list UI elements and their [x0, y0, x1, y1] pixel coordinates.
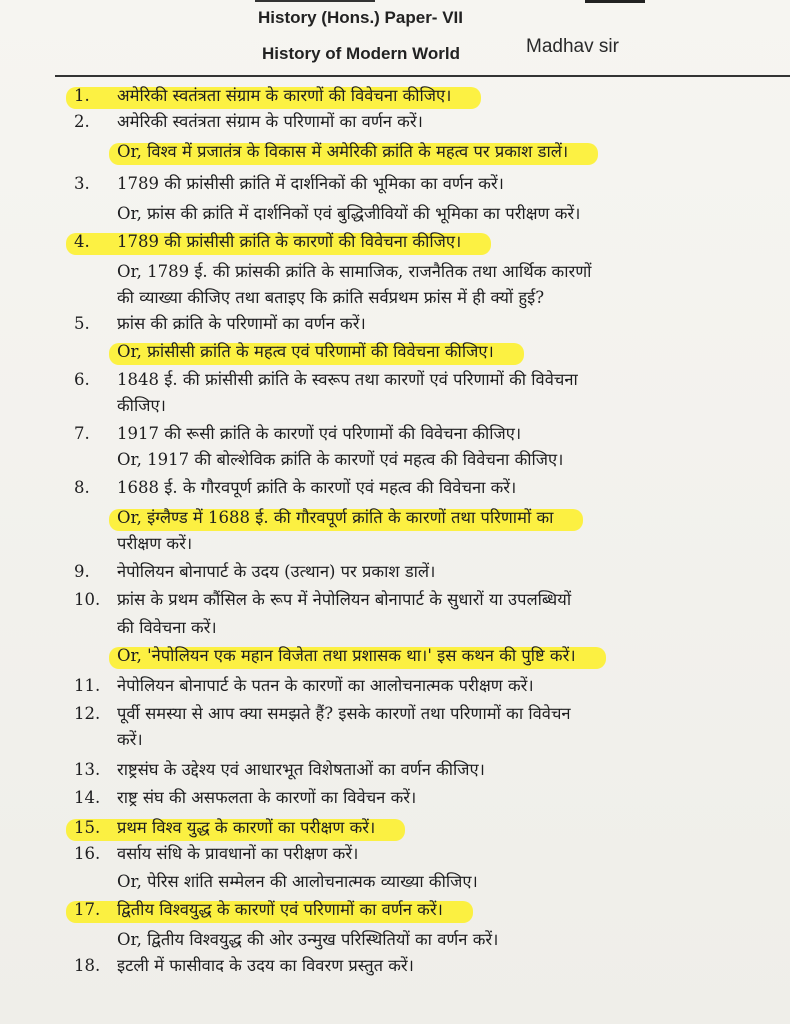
author-name: Madhav sir [526, 36, 619, 57]
question-line [0, 952, 790, 980]
question-line [0, 228, 790, 256]
question-number: 9. [74, 562, 90, 581]
question-text: परीक्षण करें। [117, 534, 193, 553]
question-text: Or, इंग्लैण्ड में 1688 ई. की गौरवपूर्ण क्रांति के कारणों तथा परिणामों का [117, 508, 554, 527]
question-line [0, 558, 790, 586]
question-text: 1688 ई. के गौरवपूर्ण क्रांति के कारणों एवं महत्व की विवेचना करें। [117, 478, 517, 497]
question-text: वर्साय संधि के प्रावधानों का परीक्षण करें। [117, 844, 359, 863]
question-number: 8. [74, 478, 90, 497]
question-number: 1. [74, 86, 90, 105]
question-text: राष्ट्रसंघ के उद्देश्य एवं आधारभूत विशेषताओं का वर्णन कीजिए। [117, 760, 485, 779]
question-line [0, 366, 790, 394]
question-line [0, 474, 790, 502]
question-line [0, 784, 790, 812]
question-text: अमेरिकी स्वतंत्रता संग्राम के कारणों की विवेचना कीजिए। [117, 86, 452, 105]
question-text: करें। [117, 730, 143, 749]
question-number: 6. [74, 370, 90, 389]
question-number: 17. [74, 900, 101, 919]
question-line [0, 896, 790, 924]
question-line [0, 642, 790, 670]
question-line [0, 446, 790, 474]
question-line [0, 310, 790, 338]
question-line [0, 392, 790, 420]
question-text: Or, द्वितीय विश्वयुद्ध की ओर उन्मुख परिस्थितियों का वर्णन करें। [117, 930, 499, 949]
question-number: 12. [74, 704, 101, 723]
top-rule-right [585, 0, 645, 3]
question-text: Or, विश्व में प्रजातंत्र के विकास में अमेरिकी क्रांति के महत्व पर प्रकाश डालें। [117, 142, 569, 161]
question-text: Or, 'नेपोलियन एक महान विजेता तथा प्रशासक था।' इस कथन की पुष्टि करें। [117, 646, 576, 665]
question-line [0, 614, 790, 642]
question-number: 13. [74, 760, 101, 779]
question-text: द्वितीय विश्वयुद्ध के कारणों एवं परिणामों का वर्णन करें। [117, 900, 443, 919]
question-line [0, 504, 790, 532]
question-text: फ्रांस के प्रथम कौंसिल के रूप में नेपोलियन बोनापार्ट के सुधारों या उपलब्धियों [117, 590, 572, 609]
header-divider [55, 75, 790, 77]
question-line [0, 170, 790, 198]
question-text: Or, पेरिस शांति सम्मेलन की आलोचनात्मक व्याख्या कीजिए। [117, 872, 478, 891]
question-text: कीजिए। [117, 396, 166, 415]
question-text: राष्ट्र संघ की असफलता के कारणों का विवेचन करें। [117, 788, 417, 807]
question-line [0, 82, 790, 110]
question-text: नेपोलियन बोनापार्ट के पतन के कारणों का आलोचनात्मक परीक्षण करें। [117, 676, 534, 695]
question-text: की व्याख्या कीजिए तथा बताइए कि क्रांति सर्वप्रथम फ्रांस में ही क्यों हुई? [117, 288, 545, 307]
course-title: History (Hons.) Paper- VII [258, 8, 463, 27]
question-number: 4. [74, 232, 90, 251]
subject-title: History of Modern World [262, 44, 461, 63]
question-line [0, 108, 790, 136]
question-line [0, 700, 790, 728]
question-number: 18. [74, 956, 101, 975]
question-number: 5. [74, 314, 90, 333]
question-number: 10. [74, 590, 101, 609]
question-line [0, 530, 790, 558]
question-text: Or, फ्रांस की क्रांति में दार्शनिकों एवं बुद्धिजीवियों की भूमिका का परीक्षण करें। [117, 204, 581, 223]
question-line [0, 926, 790, 954]
question-line [0, 200, 790, 228]
question-line [0, 258, 790, 286]
question-text: अमेरिकी स्वतंत्रता संग्राम के परिणामों का वर्णन करें। [117, 112, 423, 131]
question-line [0, 284, 790, 312]
question-number: 11. [74, 676, 101, 695]
question-text: 1848 ई. की फ्रांसीसी क्रांति के स्वरूप तथा कारणों एवं परिणामों की विवेचना [117, 370, 578, 389]
question-text: प्रथम विश्व युद्ध के कारणों का परीक्षण करें। [117, 818, 376, 837]
question-number: 16. [74, 844, 101, 863]
question-number: 7. [74, 424, 90, 443]
question-line [0, 138, 790, 166]
question-number: 2. [74, 112, 90, 131]
question-number: 15. [74, 818, 101, 837]
question-text: Or, 1789 ई. की फ्रांसकी क्रांति के सामाजिक, राजनैतिक तथा आर्थिक कारणों [117, 262, 592, 281]
top-rule [255, 0, 375, 2]
question-line [0, 756, 790, 784]
question-text: 1789 की फ्रांसीसी क्रांति के कारणों की विवेचना कीजिए। [117, 232, 462, 251]
question-line [0, 338, 790, 366]
question-line [0, 814, 790, 842]
question-line [0, 420, 790, 448]
question-number: 3. [74, 174, 90, 193]
question-line [0, 672, 790, 700]
question-line [0, 868, 790, 896]
question-text: 1917 की रूसी क्रांति के कारणों एवं परिणामों की विवेचना कीजिए। [117, 424, 522, 443]
question-text: फ्रांस की क्रांति के परिणामों का वर्णन करें। [117, 314, 366, 333]
page-header [0, 6, 790, 76]
question-line [0, 840, 790, 868]
question-text: पूर्वी समस्या से आप क्या समझते हैं? इसके कारणों तथा परिणामों का विवेचन [117, 704, 571, 723]
question-text: 1789 की फ्रांसीसी क्रांति में दार्शनिकों की भूमिका का वर्णन करें। [117, 174, 504, 193]
question-text: इटली में फासीवाद के उदय का विवरण प्रस्तुत करें। [117, 956, 414, 975]
question-text: Or, 1917 की बोल्शेविक क्रांति के कारणों एवं महत्व की विवेचना कीजिए। [117, 450, 564, 469]
question-text: Or, फ्रांसीसी क्रांति के महत्व एवं परिणामों की विवेचना कीजिए। [117, 342, 494, 361]
question-line [0, 586, 790, 614]
question-text: की विवेचना करें। [117, 618, 217, 637]
question-text: नेपोलियन बोनापार्ट के उदय (उत्थान) पर प्रकाश डालें। [117, 562, 436, 581]
question-number: 14. [74, 788, 101, 807]
question-line [0, 726, 790, 754]
